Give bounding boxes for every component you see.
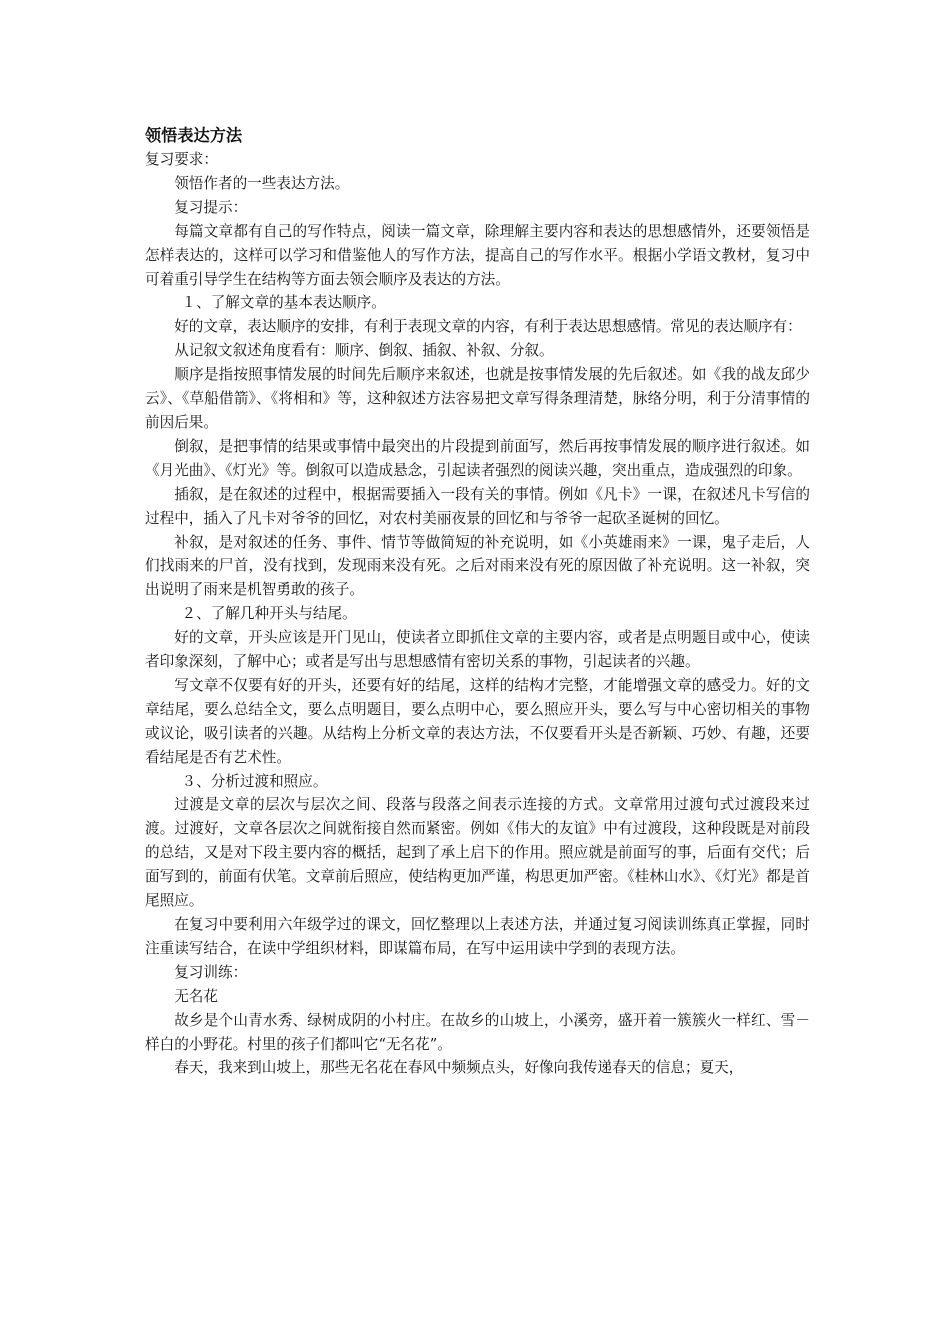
section-heading-3: ３、分析过渡和照应。 [181, 772, 328, 790]
review-tips-label: 复习提示： [174, 198, 248, 216]
passage-paragraph-1: 故乡是个山青水秀、绿树成阴的小村庄。在故乡的山坡上，小溪旁，盛开着一簇簇火一样红、雪－样白的小野花。村里的孩子们都叫它“无名花”。 [145, 1011, 810, 1053]
paragraph-daoxu: 倒叙，是把事情的结果或事情中最突出的片段提到前面写，然后再按事情发展的顺序进行叙述。如《月光曲》、《灯光》等。倒叙可以造成悬念，引起读者强烈的阅读兴趣，突出重点，造成强烈的印象。 [145, 437, 810, 479]
paragraph-order-intro: 好的文章，表达顺序的安排，有利于表现文章的内容，有利于表达思想感情。常见的表达顺序有： [174, 318, 802, 336]
section-heading-1: １、了解文章的基本表达顺序。 [181, 294, 386, 312]
paragraph-buxu: 补叙，是对叙述的任务、事件、情节等做简短的补充说明，如《小英雄雨来》一课，鬼子走后，人们找雨来的尸首，没有找到，发现雨来没有死。之后对雨来没有死的原因做了补充说明。这一补叙，突出说明了雨来是机智勇敢的孩子。 [145, 533, 810, 599]
passage-paragraph-2: 春天，我来到山坡上，那些无名花在春风中频频点头，好像向我传递春天的信息；夏天， [174, 1059, 744, 1077]
section-heading-2: ２、了解几种开头与结尾。 [181, 605, 357, 623]
document-title: 领悟表达方法 [145, 126, 243, 145]
paragraph-review-advice: 在复习中要利用六年级学过的课文，回忆整理以上表述方法，并通过复习阅读训练真正掌握，同时注重读写结合，在读中学组织材料，即谋篇布局，在写中运用读中学到的表现方法。 [145, 916, 810, 957]
passage-title: 无名花 [174, 987, 218, 1005]
review-requirement-label: 复习要求： [145, 151, 218, 168]
paragraph-opening: 好的文章，开头应该是开门见山，使读者立即抓住文章的主要内容，或者是点明题目或中心，使读者印象深刻，了解中心；或者是写出与思想感情有密切关系的事物，引起读者的兴趣。 [145, 629, 810, 671]
paragraph-chaxu: 插叙，是在叙述的过程中，根据需要插入一段有关的事情。例如《凡卡》一课，在叙述凡卡写信的过程中，插入了凡卡对爷爷的回忆，对农村美丽夜景的回忆和与爷爷一起砍圣诞树的回忆。 [145, 485, 810, 527]
paragraph-order-types: 从记叙文叙述角度看有：顺序、倒叙、插叙、补叙、分叙。 [174, 342, 554, 360]
paragraph-intro: 每篇文章都有自己的写作特点，阅读一篇文章，除理解主要内容和表达的思想感情外，还要领悟是怎样表达的，这样可以学习和借鉴他人的写作方法，提高自己的写作水平。根据小学语文教材，复习中可着重引导学生在结构等方面去领会顺序及表达的方法。 [145, 222, 810, 288]
document-page [145, 124, 810, 1080]
review-training-label: 复习训练： [174, 963, 248, 981]
paragraph-transition: 过渡是文章的层次与层次之间、段落与段落之间表示连接的方式。文章常用过渡句式过渡段来过渡。过渡好，文章各层次之间就衔接自然而紧密。例如《伟大的友谊》中有过渡段，这种段既是对前段的总结，又是对下段主要内容的概括，起到了承上启下的作用。照应就是前面写的事，后面有交代；后面写到的，前面有伏笔。文章前后照应，使结构更加严谨，构思更加严密。《桂林山水》、《灯光》都是首尾照应。 [145, 796, 810, 910]
paragraph-shunxu: 顺序是指按照事情发展的时间先后顺序来叙述，也就是按事情发展的先后叙述。如《我的战友邱少云》、《草船借箭》、《将相和》等，这种叙述方法容易把文章写得条理清楚，脉络分明，利于分清事情的前因后果。 [145, 366, 810, 431]
review-requirement-text: 领悟作者的一些表达方法。 [174, 174, 350, 192]
paragraph-ending: 写文章不仅要有好的开头，还要有好的结尾，这样的结构才完整，才能增强文章的感受力。好的文章结尾，要么总结全文，要么点明题目，要么点明中心，要么照应开头，要么写与中心密切相关的事物或议论，吸引读者的兴趣。从结构上分析文章的表达方法，不仅要看开头是否新颖、巧妙、有趣，还要看结尾是否有艺术性。 [145, 676, 810, 766]
